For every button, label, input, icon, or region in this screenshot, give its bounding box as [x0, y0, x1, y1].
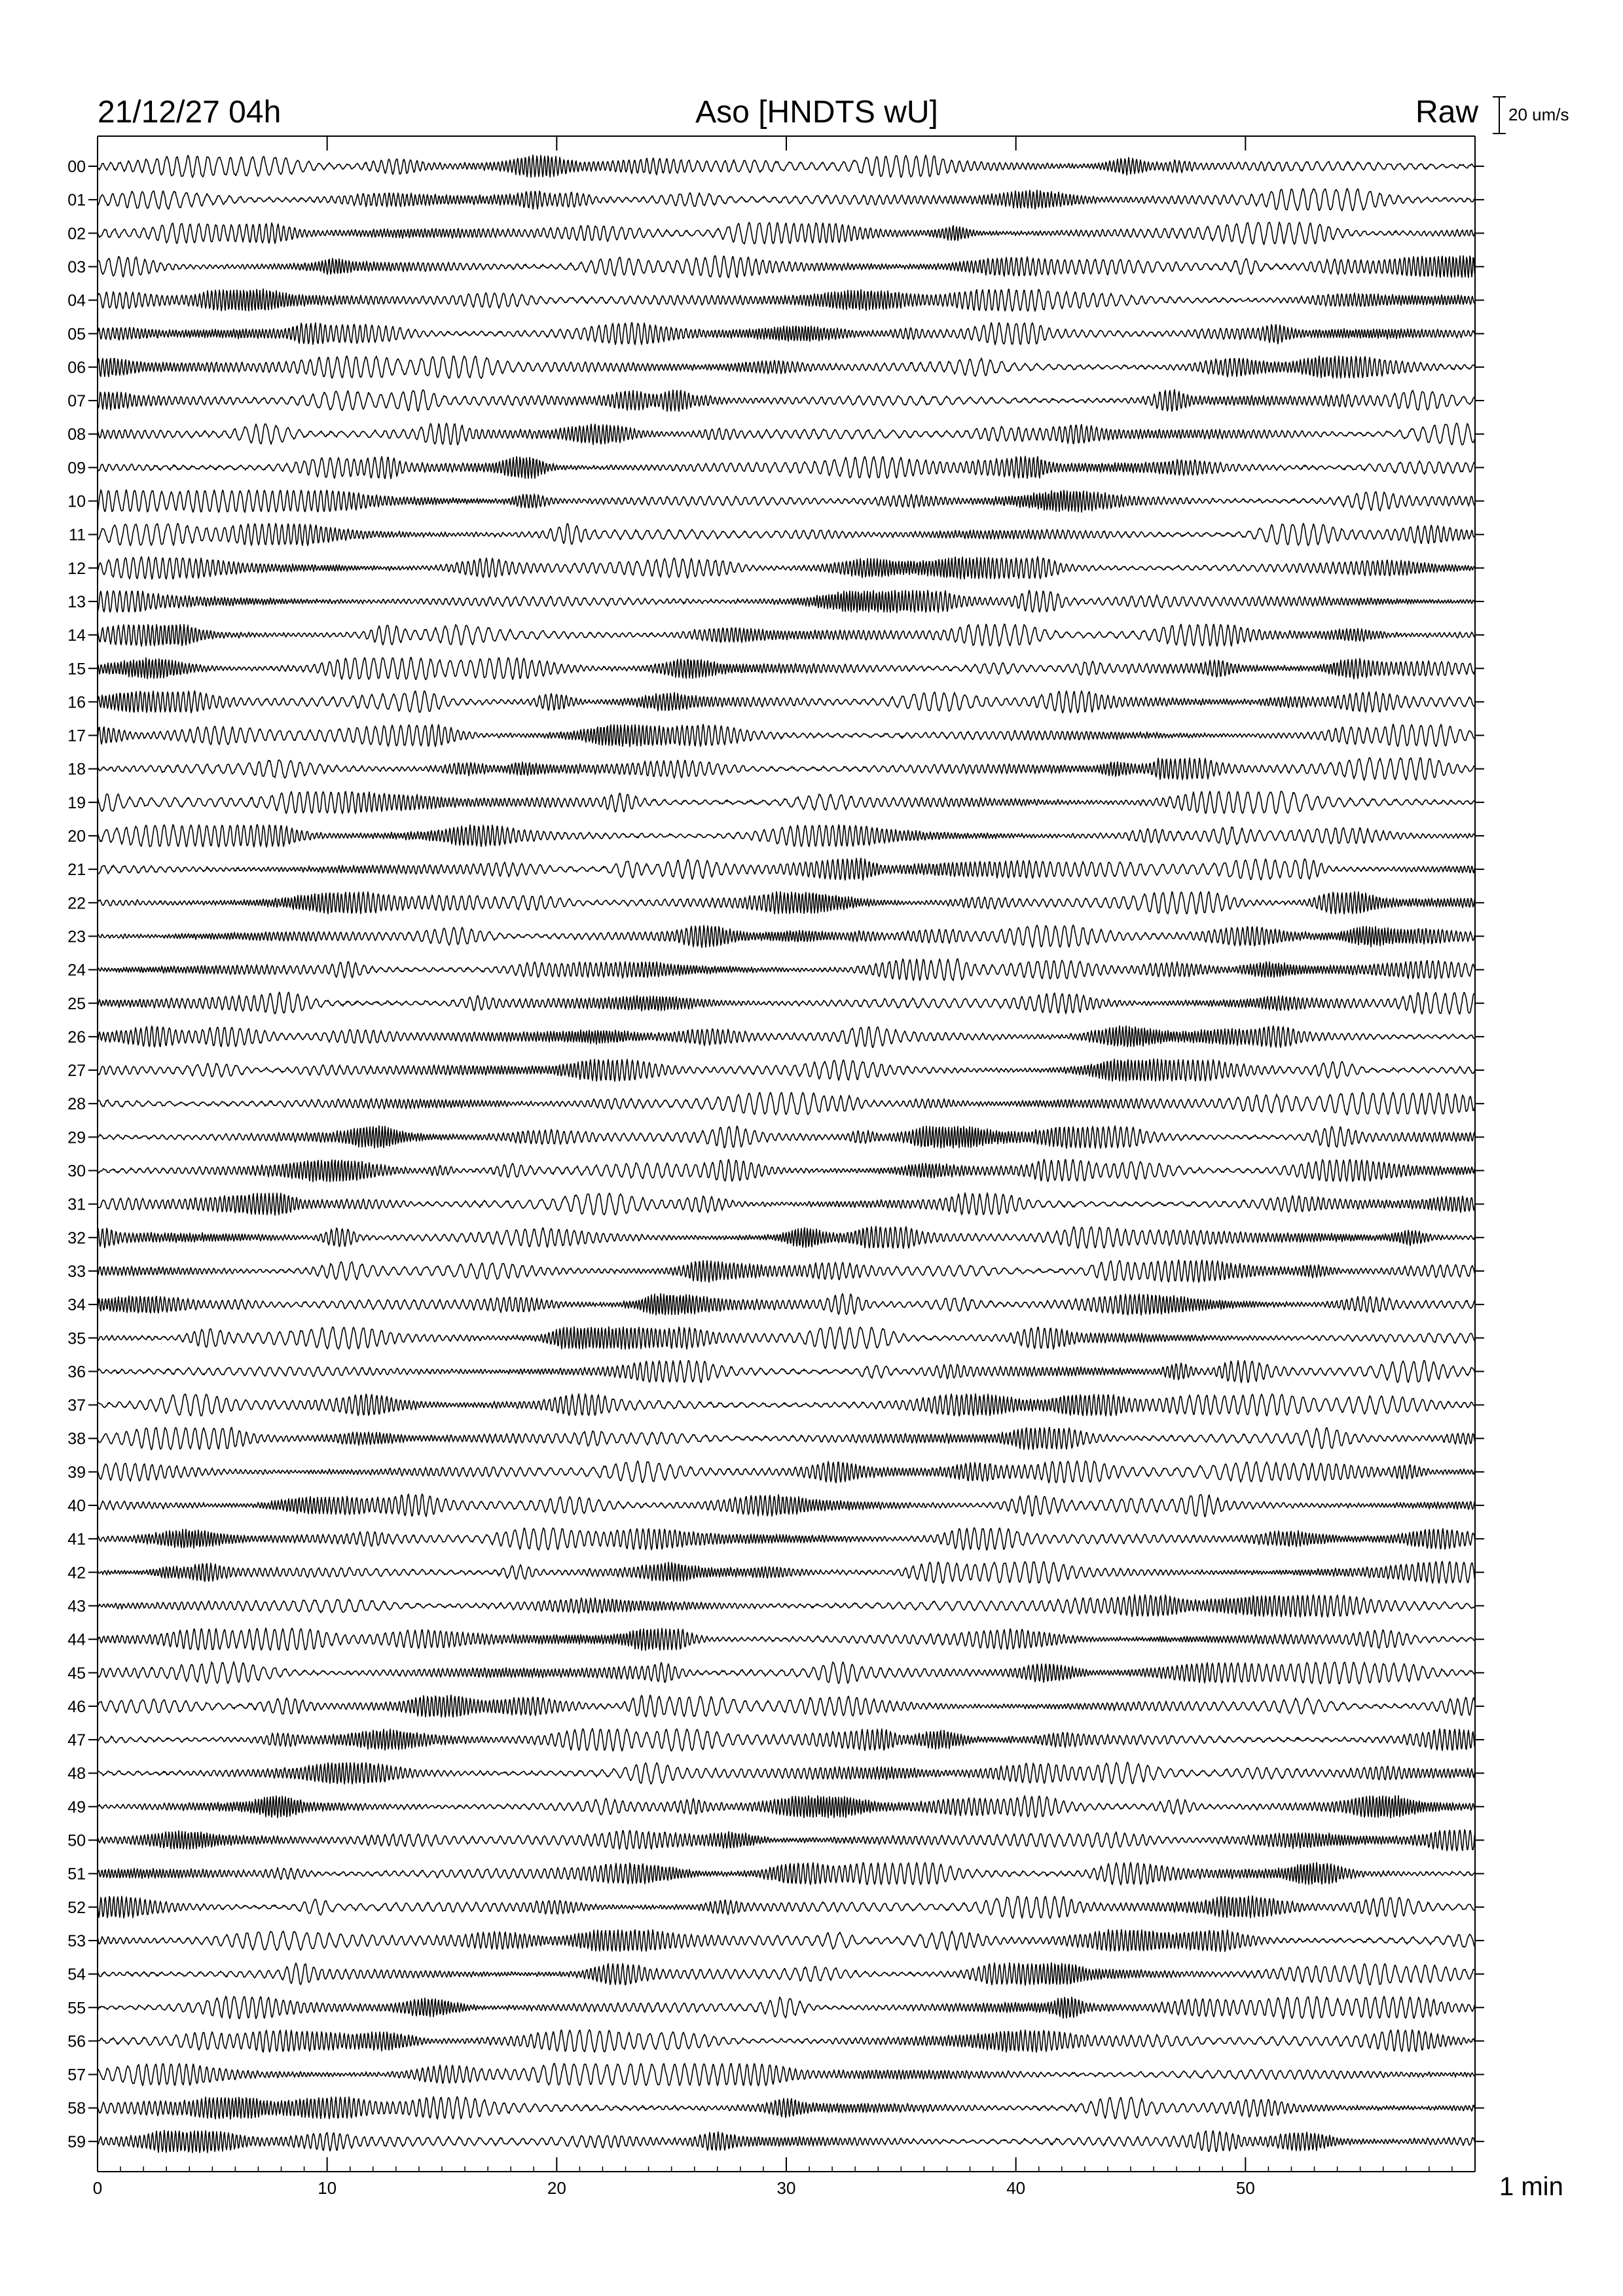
row-label-10: 10 [67, 492, 86, 511]
trace-row-13 [98, 590, 1475, 613]
row-label-27: 27 [67, 1062, 86, 1081]
row-label-39: 39 [67, 1463, 86, 1482]
row-label-11: 11 [69, 526, 86, 545]
row-label-07: 07 [67, 392, 86, 411]
trace-row-41 [98, 1528, 1475, 1550]
trace-row-42 [98, 1562, 1475, 1584]
trace-row-43 [98, 1595, 1475, 1617]
row-label-08: 08 [67, 425, 86, 444]
x-tick-label-50: 50 [1235, 2178, 1255, 2198]
trace-row-06 [98, 356, 1475, 378]
row-label-17: 17 [67, 726, 86, 745]
trace-row-59 [98, 2130, 1475, 2153]
row-label-58: 58 [67, 2099, 86, 2118]
row-label-32: 32 [67, 1229, 86, 1247]
trace-group [98, 155, 1475, 2153]
x-tick-label-0: 0 [92, 2178, 103, 2198]
trace-row-00 [98, 155, 1475, 177]
trace-row-40 [98, 1494, 1475, 1516]
trace-row-56 [98, 2030, 1475, 2052]
trace-row-47 [98, 1729, 1475, 1751]
trace-row-16 [98, 691, 1475, 713]
row-label-30: 30 [67, 1162, 86, 1181]
row-label-29: 29 [67, 1128, 86, 1147]
trace-row-52 [98, 1896, 1475, 1918]
trace-row-23 [98, 925, 1475, 948]
trace-row-32 [98, 1227, 1475, 1249]
trace-row-30 [98, 1159, 1475, 1181]
trace-row-50 [98, 1830, 1475, 1851]
row-label-23: 23 [67, 927, 86, 946]
trace-row-12 [98, 557, 1475, 579]
row-label-38: 38 [67, 1429, 86, 1448]
row-label-47: 47 [67, 1731, 86, 1750]
row-label-34: 34 [67, 1296, 86, 1315]
row-label-31: 31 [67, 1195, 86, 1214]
trace-row-05 [98, 323, 1475, 345]
row-label-44: 44 [67, 1630, 86, 1649]
row-label-37: 37 [67, 1396, 86, 1415]
station-title-text: Aso [HNDTS wU] [695, 95, 938, 130]
trace-row-03 [98, 256, 1475, 278]
row-label-42: 42 [67, 1564, 86, 1583]
labels-group [67, 158, 1255, 2198]
x-tick-label-30: 30 [776, 2178, 796, 2198]
row-label-18: 18 [67, 760, 86, 779]
row-label-49: 49 [67, 1798, 86, 1817]
trace-row-22 [98, 891, 1475, 914]
trace-row-17 [98, 725, 1475, 747]
trace-row-09 [98, 456, 1475, 478]
trace-row-19 [98, 791, 1475, 814]
trace-row-33 [98, 1260, 1475, 1282]
row-label-21: 21 [67, 861, 86, 880]
row-label-57: 57 [67, 2066, 86, 2085]
row-label-52: 52 [67, 1898, 86, 1917]
row-label-41: 41 [67, 1530, 86, 1549]
row-label-05: 05 [67, 325, 86, 344]
trace-row-44 [98, 1628, 1475, 1651]
row-label-46: 46 [67, 1697, 86, 1716]
axes-group [88, 97, 1506, 2172]
row-label-20: 20 [67, 827, 86, 846]
x-tick-label-10: 10 [318, 2178, 337, 2198]
trace-row-21 [98, 858, 1475, 880]
trace-row-49 [98, 1796, 1475, 1818]
row-label-33: 33 [67, 1262, 86, 1281]
trace-row-55 [98, 1996, 1475, 2018]
row-label-19: 19 [67, 793, 86, 812]
trace-row-04 [98, 289, 1475, 311]
row-label-04: 04 [67, 291, 86, 310]
trace-row-10 [98, 490, 1475, 512]
row-label-40: 40 [67, 1497, 86, 1515]
trace-row-48 [98, 1763, 1475, 1784]
scale-bar-label: 20 um/s [1508, 105, 1569, 124]
x-axis-unit-label: 1 min [1499, 2172, 1563, 2201]
row-label-35: 35 [67, 1329, 86, 1348]
row-label-14: 14 [67, 626, 86, 645]
x-tick-label-20: 20 [547, 2178, 566, 2198]
row-label-43: 43 [67, 1597, 86, 1616]
row-label-12: 12 [67, 559, 86, 578]
trace-row-20 [98, 825, 1475, 847]
row-label-59: 59 [67, 2132, 86, 2151]
row-label-24: 24 [67, 961, 86, 980]
row-label-50: 50 [67, 1831, 86, 1850]
trace-row-27 [98, 1059, 1475, 1081]
row-label-55: 55 [67, 1999, 86, 2018]
row-label-15: 15 [67, 660, 86, 679]
row-label-54: 54 [67, 1965, 86, 1984]
trace-row-29 [98, 1126, 1475, 1148]
trace-row-26 [98, 1026, 1475, 1047]
trace-row-38 [98, 1427, 1475, 1450]
trace-row-46 [98, 1695, 1475, 1717]
trace-row-45 [98, 1662, 1475, 1684]
row-label-01: 01 [67, 191, 86, 210]
trace-row-36 [98, 1361, 1475, 1383]
trace-row-15 [98, 657, 1475, 679]
row-label-09: 09 [67, 459, 86, 478]
row-label-13: 13 [67, 592, 86, 611]
trace-row-25 [98, 992, 1475, 1014]
row-label-00: 00 [67, 158, 86, 176]
trace-row-31 [98, 1193, 1475, 1215]
mode-label: Raw [1415, 95, 1478, 130]
row-label-53: 53 [67, 1931, 86, 1950]
datetime-label: 21/12/27 04h [98, 95, 282, 130]
trace-row-58 [98, 2097, 1475, 2119]
trace-row-37 [98, 1394, 1475, 1416]
trace-row-28 [98, 1092, 1475, 1115]
row-label-22: 22 [67, 894, 86, 913]
trace-row-53 [98, 1929, 1475, 1952]
trace-row-02 [98, 222, 1475, 244]
row-label-03: 03 [67, 258, 86, 277]
row-label-16: 16 [67, 693, 86, 712]
trace-row-01 [98, 188, 1475, 211]
trace-row-14 [98, 624, 1475, 647]
row-label-36: 36 [67, 1363, 86, 1382]
row-label-51: 51 [67, 1865, 86, 1884]
trace-row-35 [98, 1327, 1475, 1349]
trace-row-57 [98, 2064, 1475, 2086]
trace-row-18 [98, 758, 1475, 780]
trace-row-11 [98, 524, 1475, 546]
trace-row-34 [98, 1294, 1475, 1316]
row-label-56: 56 [67, 2032, 86, 2051]
trace-row-51 [98, 1863, 1475, 1885]
row-label-06: 06 [67, 358, 86, 377]
x-tick-label-40: 40 [1006, 2178, 1026, 2198]
trace-row-39 [98, 1461, 1475, 1482]
trace-row-24 [98, 959, 1475, 980]
row-label-02: 02 [67, 224, 86, 243]
trace-row-08 [98, 423, 1475, 445]
trace-row-07 [98, 389, 1475, 411]
row-label-45: 45 [67, 1664, 86, 1683]
row-label-26: 26 [67, 1028, 86, 1047]
row-label-48: 48 [67, 1765, 86, 1784]
trace-row-54 [98, 1963, 1475, 1985]
row-label-28: 28 [67, 1095, 86, 1114]
row-label-25: 25 [67, 994, 86, 1013]
